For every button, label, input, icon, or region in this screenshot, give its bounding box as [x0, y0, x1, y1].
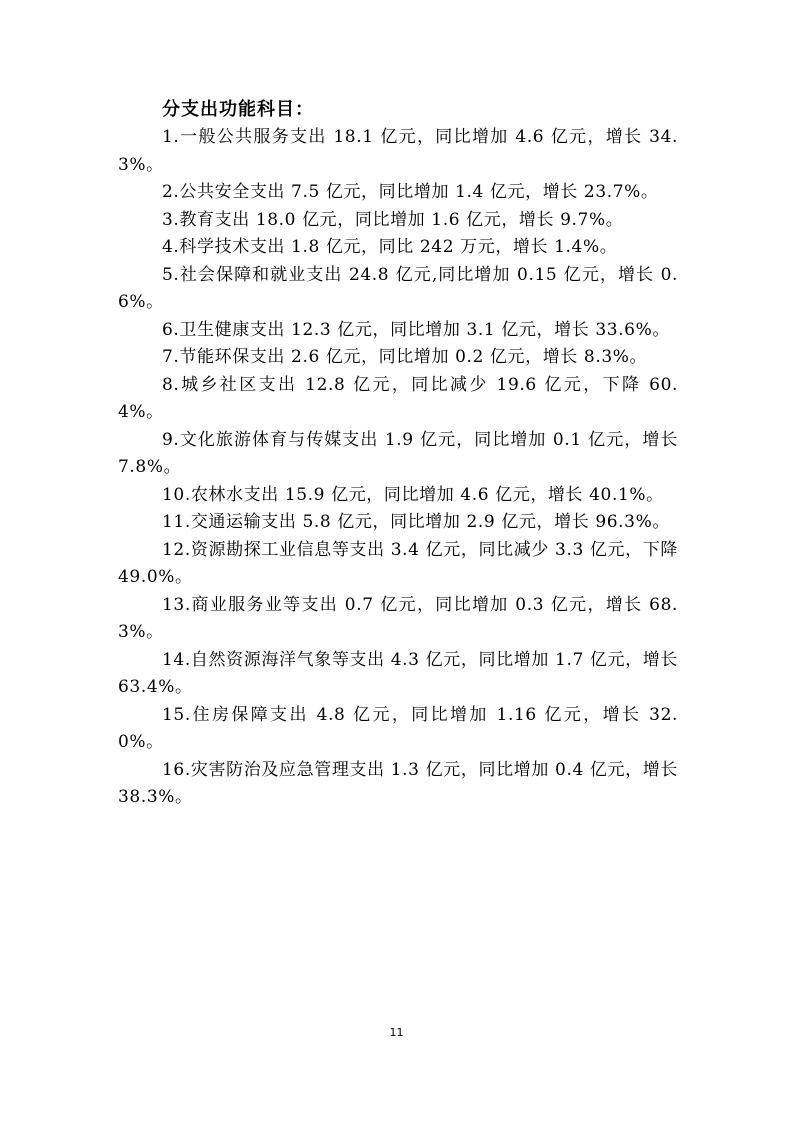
list-item: 5.社会保障和就业支出 24.8 亿元,同比增加 0.15 亿元，增长 0.6%。 — [118, 264, 678, 312]
list-item: 13.商业服务业等支出 0.7 亿元，同比增加 0.3 亿元，增长 68.3%。 — [118, 594, 678, 642]
list-item: 4.科学技术支出 1.8 亿元，同比 242 万元，增长 1.4%。 — [162, 237, 618, 257]
list-item: 8.城乡社区支出 12.8 亿元，同比减少 19.6 亿元，下降 60.4%。 — [118, 374, 678, 422]
list-item: 16.灾害防治及应急管理支出 1.3 亿元，同比增加 0.4 亿元，增长 38.3%。 — [118, 759, 678, 807]
list-item: 10.农林水支出 15.9 亿元，同比增加 4.6 亿元，增长 40.1%。 — [162, 484, 664, 505]
page-number: 11 — [389, 1026, 404, 1039]
list-item: 6.卫生健康支出 12.3 亿元，同比增加 3.1 亿元，增长 33.6%。 — [162, 319, 670, 340]
document-body — [118, 96, 678, 812]
list-item: 1.一般公共服务支出 18.1 亿元，同比增加 4.6 亿元，增长 34.3%。 — [118, 127, 678, 175]
list-item: 2.公共安全支出 7.5 亿元，同比增加 1.4 亿元，增长 23.7%。 — [162, 182, 659, 202]
list-item: 9.文化旅游体育与传媒支出 1.9 亿元，同比增加 0.1 亿元，增长 7.8%。 — [118, 429, 678, 477]
section-heading: 分支出功能科目： — [162, 99, 314, 120]
list-item: 11.交通运输支出 5.8 亿元，同比增加 2.9 亿元，增长 96.3%。 — [162, 512, 670, 532]
list-item: 12.资源勘探工业信息等支出 3.4 亿元，同比减少 3.3 亿元，下降 49.0%。 — [118, 539, 678, 587]
list-item: 7.节能环保支出 2.6 亿元，同比增加 0.2 亿元，增长 8.3%。 — [162, 347, 648, 367]
list-item: 15.住房保障支出 4.8 亿元，同比增加 1.16 亿元，增长 32.0%。 — [118, 704, 678, 752]
list-item: 14.自然资源海洋气象等支出 4.3 亿元，同比增加 1.7 亿元，增长 63.4%。 — [118, 649, 678, 697]
list-item: 3.教育支出 18.0 亿元，同比增加 1.6 亿元，增长 9.7%。 — [162, 209, 624, 230]
